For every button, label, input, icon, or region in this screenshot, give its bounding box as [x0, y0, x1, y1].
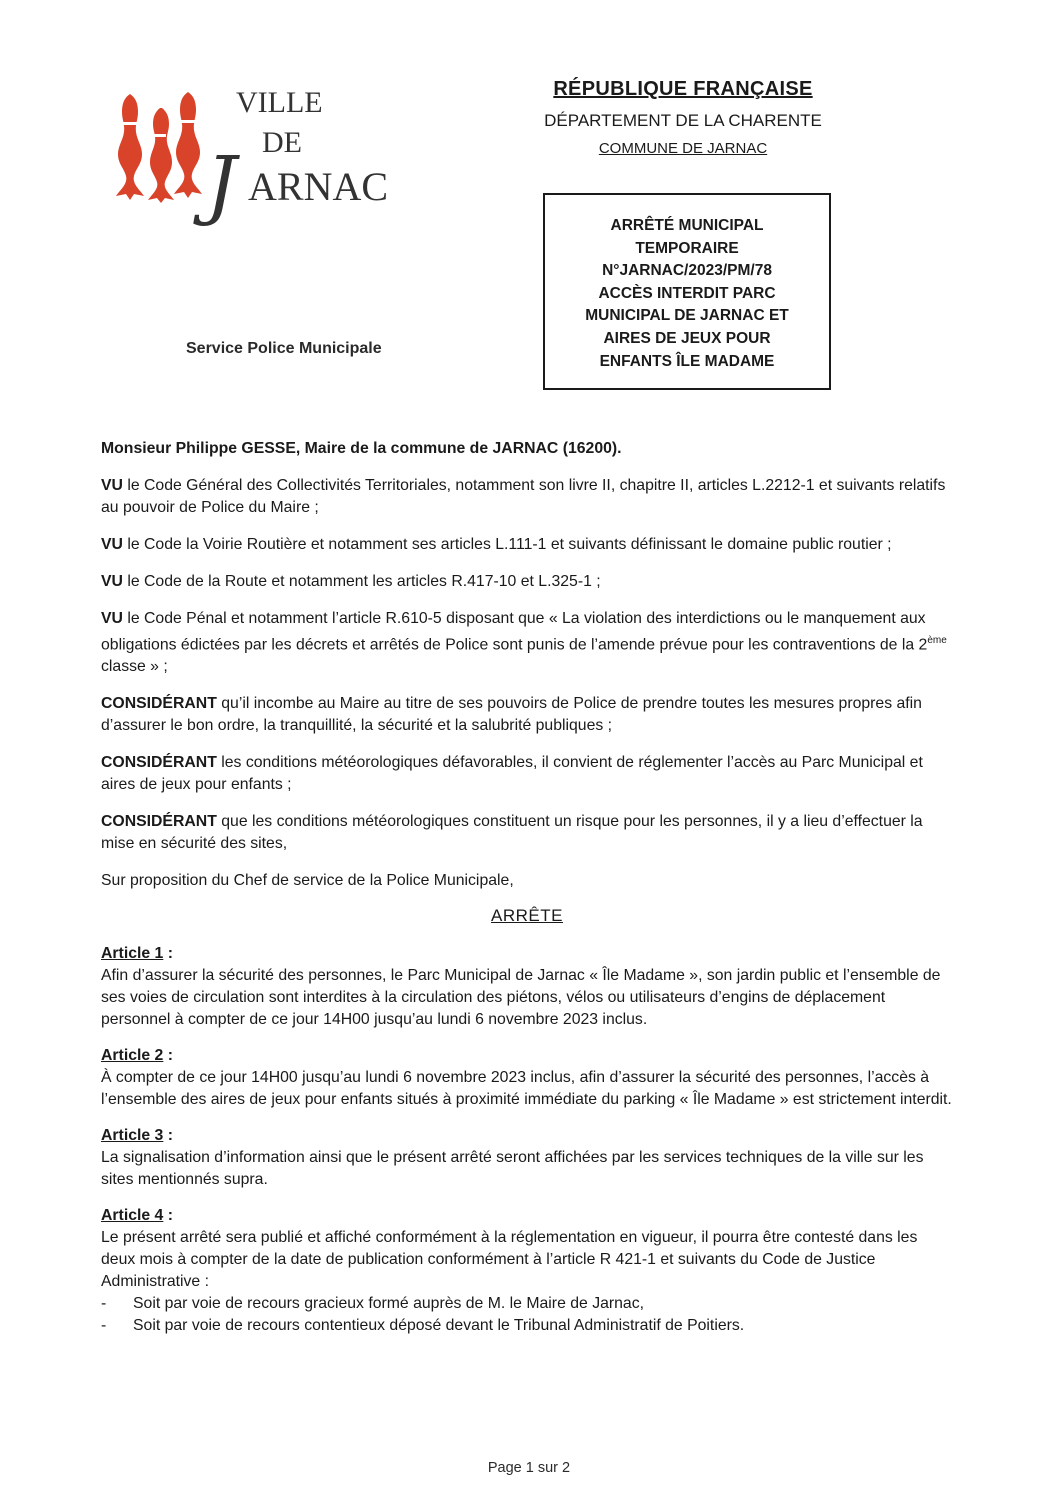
vu-text: le Code la Voirie Routière et notamment ses articles L.111-1 et suivants définissant le domaine public routier ;	[122, 536, 892, 553]
considerant-keyword: CONSIDÉRANT	[101, 695, 217, 713]
article-heading-suffix: :	[163, 1127, 173, 1145]
vu-text: le Code Pénal et notamment l’article R.610-5 disposant que « La violation des interdictions ou le manquement aux obligations édictées par les décrets et arrêtés de Police sont punis de l’amende prévue pour les contraventions de la 2	[101, 610, 928, 654]
considerant-text: que les conditions météorologiques constituent un risque pour les personnes, il y a lieu d’effectuer la mise en sécurité des sites,	[101, 813, 923, 853]
vu-keyword: VU	[101, 610, 123, 627]
article-text: Afin d’assurer la sécurité des personnes, le Parc Municipal de Jarnac « Île Madame », son jardin public et l’ensemble de ses voies de circulation sont interdites à la circulation des piétons, vélos ou utilisateurs d’engins de déplacement personnel à compter de ce jour 14H00 jusqu’au lundi 6 novembre 2023 inclus.	[101, 967, 941, 1029]
page-number: Page 1 sur 2	[487, 1460, 571, 1476]
list-item-text: Soit par voie de recours gracieux formé auprès de M. le Maire de Jarnac,	[133, 1295, 645, 1313]
arrete-box-line: TEMPORAIRE	[635, 239, 739, 257]
service-label: Service Police Municipale	[186, 340, 382, 357]
considerant-keyword: CONSIDÉRANT	[101, 813, 217, 831]
intro-paragraph: Monsieur Philippe GESSE, Maire de la commune de JARNAC (16200).	[101, 440, 622, 457]
article-block	[101, 1125, 953, 1191]
vu-text: le Code de la Route et notamment les articles R.417-10 et L.325-1 ;	[122, 573, 601, 590]
article-text: La signalisation d’information ainsi que le présent arrêté seront affichées par les services techniques de la ville sur les sites mentionnés supra.	[101, 1149, 924, 1189]
vu-penal-paragraph	[101, 608, 953, 678]
article-heading: Article 4	[101, 1207, 164, 1225]
logo-line-arnac: ARNAC	[248, 164, 388, 209]
jarnac-salmon-emblem-icon	[108, 82, 388, 232]
list-item	[101, 1315, 953, 1337]
salmon-icon	[116, 92, 202, 203]
republic-title: RÉPUBLIQUE FRANÇAISE	[553, 78, 813, 100]
proposition-paragraph: Sur proposition du Chef de service de la Police Municipale,	[101, 872, 514, 890]
commune-title: COMMUNE DE JARNAC	[598, 140, 768, 157]
considerant-text: qu’il incombe au Maire au titre de ses pouvoirs de Police de prendre toutes les mesures propres afin d’assurer le bon ordre, la tranquillité, la sécurité et la salubrité publiques ;	[101, 695, 922, 735]
article-block	[101, 943, 953, 1031]
article-heading-suffix: :	[163, 945, 173, 963]
considerant-keyword: CONSIDÉRANT	[101, 754, 217, 772]
arrete-box-line: N°JARNAC/2023/PM/78	[602, 262, 772, 280]
list-item-text: Soit par voie de recours contentieux déposé devant le Tribunal Administratif de Poitiers.	[133, 1317, 745, 1335]
document-body	[101, 438, 953, 1337]
arrete-box-line: ARRÊTÉ MUNICIPAL	[610, 217, 764, 234]
arrete-box-line: ENFANTS ÎLE MADAME	[599, 352, 775, 370]
superscript: ème	[927, 635, 947, 646]
vu-paragraph	[101, 475, 953, 519]
arrete-box-line: AIRES DE JEUX POUR	[603, 329, 771, 347]
logo-initial-j: J	[206, 139, 237, 228]
arrete-heading: ARRÊTE	[491, 906, 563, 926]
article-text: À compter de ce jour 14H00 jusqu’au lundi 6 novembre 2023 inclus, afin d’assurer la sécurité des personnes, l’accès à l’ensemble des aires de jeux pour enfants situés à proximité immédiate du parking « Île Madame » est strictement interdit.	[101, 1069, 952, 1109]
considerant-paragraph	[101, 752, 953, 796]
list-dash: -	[101, 1295, 107, 1313]
arrete-box-line: MUNICIPAL DE JARNAC ET	[585, 307, 789, 325]
vu-text: le Code Général des Collectivités Territoriales, notamment son livre II, chapitre II, articles L.2212-1 et suivants relatifs au pouvoir de Police du Maire ;	[101, 477, 946, 516]
considerant-paragraph	[101, 693, 953, 737]
jarnac-logo	[108, 82, 388, 232]
considerant-text: les conditions météorologiques défavorables, il convient de réglementer l’accès au Parc Municipal et aires de jeux pour enfants ;	[101, 754, 923, 794]
article-heading: Article 1	[101, 945, 164, 963]
article-heading: Article 3	[101, 1127, 164, 1145]
logo-line-de: DE	[262, 126, 302, 159]
article-text: Le présent arrêté sera publié et affiché conformément à la réglementation en vigueur, il pourra être contesté dans les deux mois à compter de la date de publication conformément à l’article R 421-1 et suivants du Code de Justice Administrative :	[101, 1229, 918, 1291]
vu-paragraph	[101, 534, 953, 556]
article-heading: Article 2	[101, 1047, 164, 1065]
vu-keyword: VU	[101, 536, 123, 553]
considerant-paragraph	[101, 811, 953, 855]
logo-line-ville: VILLE	[236, 86, 323, 119]
arrete-title-box	[543, 193, 831, 390]
article-block	[101, 1205, 953, 1337]
article-block	[101, 1045, 953, 1111]
list-item	[101, 1293, 953, 1315]
department-title: DÉPARTEMENT DE LA CHARENTE	[544, 111, 822, 130]
arrete-box-line: ACCÈS INTERDIT PARC	[598, 284, 776, 302]
article-heading-suffix: :	[163, 1047, 173, 1065]
vu-keyword: VU	[101, 477, 123, 494]
list-dash: -	[101, 1317, 107, 1335]
vu-paragraph	[101, 571, 953, 593]
article-heading-suffix: :	[163, 1207, 173, 1225]
vu-text-end: classe » ;	[101, 658, 168, 676]
vu-keyword: VU	[101, 573, 123, 590]
header-block	[500, 78, 866, 157]
